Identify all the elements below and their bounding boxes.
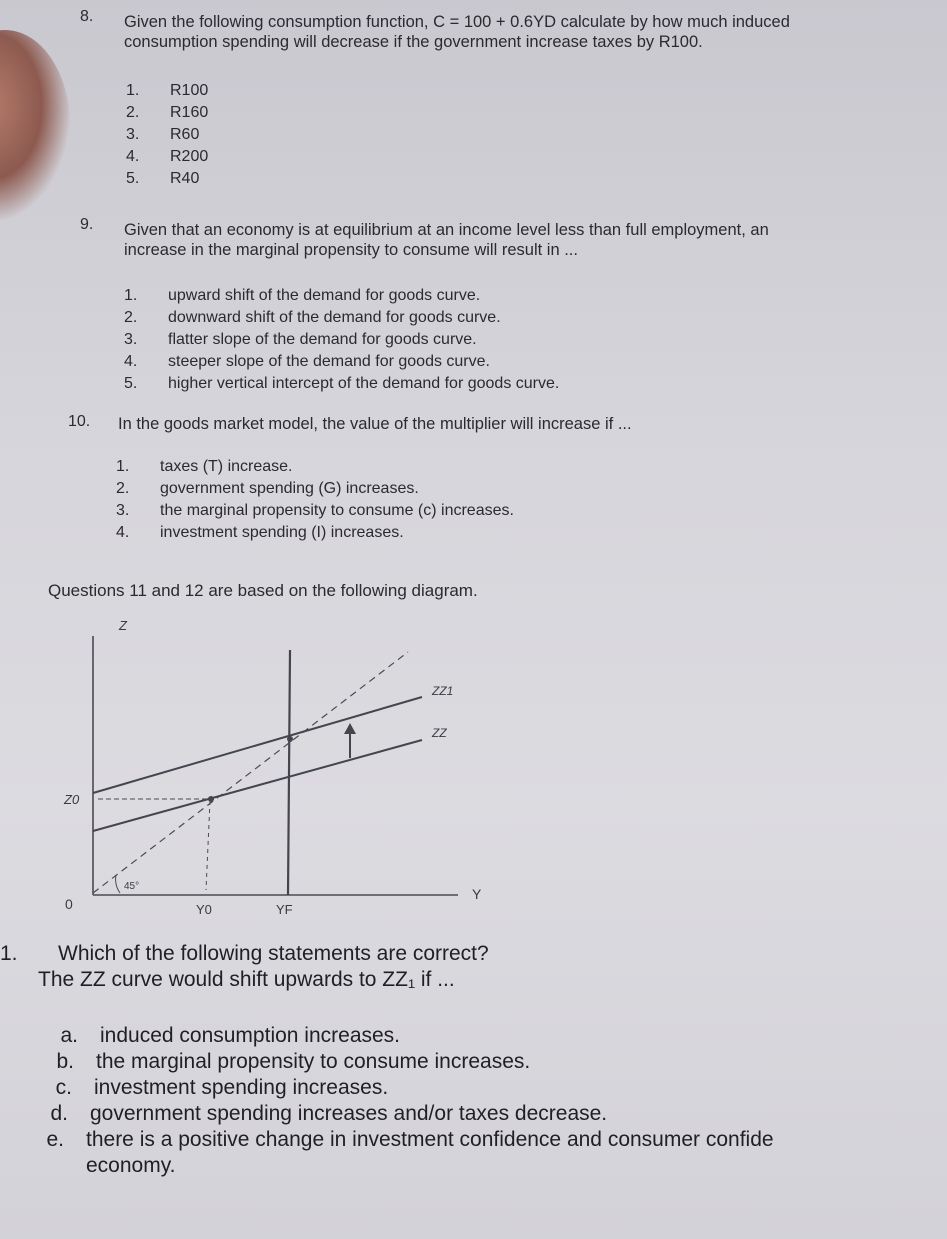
option-text: taxes (T) increase. <box>160 458 293 475</box>
option-text: steeper slope of the demand for goods curve. <box>168 353 490 370</box>
q11-option-b[interactable] <box>20 1049 947 1075</box>
option-letter <box>14 1153 86 1179</box>
option-text: investment spending (I) increases. <box>160 524 404 541</box>
q10-text: In the goods market model, the value of the multiplier will increase if ... <box>118 415 632 433</box>
option-text: the marginal propensity to consume increases. <box>96 1050 531 1073</box>
q11-option-a[interactable] <box>24 1023 947 1049</box>
q10-number: 10. <box>68 413 91 430</box>
q8-text-line2: consumption spending will decrease if the government increase taxes by R100. <box>124 33 703 51</box>
option-number: 1. <box>126 82 140 99</box>
shift-arrow-head <box>344 723 356 734</box>
option-text: the marginal propensity to consume (c) increases. <box>160 502 514 519</box>
option-text: investment spending increases. <box>94 1076 389 1099</box>
option-text: flatter slope of the demand for goods curve. <box>168 331 477 348</box>
option-text: R200 <box>170 148 209 165</box>
option-text: government spending (G) increases. <box>160 480 419 497</box>
zz1-label: ZZ1 <box>432 684 454 698</box>
option-number: 4. <box>124 353 138 370</box>
y-axis-label: Y <box>472 886 482 902</box>
option-number: 2. <box>124 309 138 326</box>
q11-option-e-cont <box>14 1153 947 1179</box>
angle-label: 45° <box>124 881 140 892</box>
option-number: 3. <box>124 331 138 348</box>
option-number: 2. <box>116 480 130 497</box>
option-text: there is a positive change in investment confidence and consumer confide <box>86 1128 774 1151</box>
option-number: 1. <box>116 458 130 475</box>
q9-text-line1: Given that an economy is at equilibrium at an income level less than full employment, an <box>124 221 769 239</box>
option-text: upward shift of the demand for goods curve. <box>168 287 481 304</box>
zz-curve <box>93 740 422 831</box>
yf-label: YF <box>276 902 293 917</box>
option-letter: a. <box>60 1024 78 1047</box>
q9-number: 9. <box>80 216 94 233</box>
45-degree-line <box>93 652 408 893</box>
equilibrium-point-zz1 <box>287 736 293 742</box>
option-number: 4. <box>116 524 130 541</box>
q11-options <box>14 1023 947 1179</box>
option-number: 2. <box>126 104 140 121</box>
option-number: 3. <box>126 126 140 143</box>
option-letter: d. <box>50 1102 68 1125</box>
option-number: 5. <box>124 375 138 392</box>
option-text: R40 <box>170 170 200 187</box>
yf-vertical-line <box>288 650 290 895</box>
option-number: 5. <box>126 170 140 187</box>
option-text: R160 <box>170 104 209 121</box>
q11-option-d[interactable] <box>14 1101 947 1127</box>
option-text: higher vertical intercept of the demand for goods curve. <box>168 375 560 392</box>
q8-number: 8. <box>80 8 94 25</box>
option-number: 1. <box>124 287 138 304</box>
diagram-intro: Questions 11 and 12 are based on the following diagram. <box>48 581 478 600</box>
y0-dashed-line <box>206 801 210 890</box>
q11-number: 1. <box>0 942 18 965</box>
option-text: R60 <box>170 126 200 143</box>
angle-arc <box>116 875 120 893</box>
q11-option-c[interactable] <box>18 1075 947 1101</box>
q11-line1: Which of the following statements are correct? <box>58 942 489 965</box>
zz1-curve <box>93 697 422 793</box>
option-letter: b. <box>56 1050 74 1073</box>
option-text: economy. <box>86 1154 176 1177</box>
option-letter: c. <box>55 1076 72 1099</box>
z-axis-label: Z <box>119 618 127 633</box>
q11-option-e[interactable] <box>14 1127 947 1153</box>
option-text: downward shift of the demand for goods curve. <box>168 309 501 326</box>
equilibrium-point-zz <box>208 796 214 802</box>
origin-label: 0 <box>65 896 73 912</box>
option-letter: e. <box>46 1128 64 1151</box>
zz-label: ZZ <box>432 726 447 740</box>
option-text: government spending increases and/or taxes decrease. <box>90 1102 608 1125</box>
q9-text-line2: increase in the marginal propensity to consume will result in ... <box>124 241 578 259</box>
option-text: induced consumption increases. <box>100 1024 401 1047</box>
option-number: 4. <box>126 148 140 165</box>
q8-text-line1: Given the following consumption function, C = 100 + 0.6YD calculate by how much induced <box>124 13 790 31</box>
q11-line2: The ZZ curve would shift upwards to ZZ₁ if ... <box>38 968 455 991</box>
option-number: 3. <box>116 502 130 519</box>
y0-label: Y0 <box>196 902 212 917</box>
z0-label: Z0 <box>64 792 80 807</box>
option-text: R100 <box>170 82 209 99</box>
